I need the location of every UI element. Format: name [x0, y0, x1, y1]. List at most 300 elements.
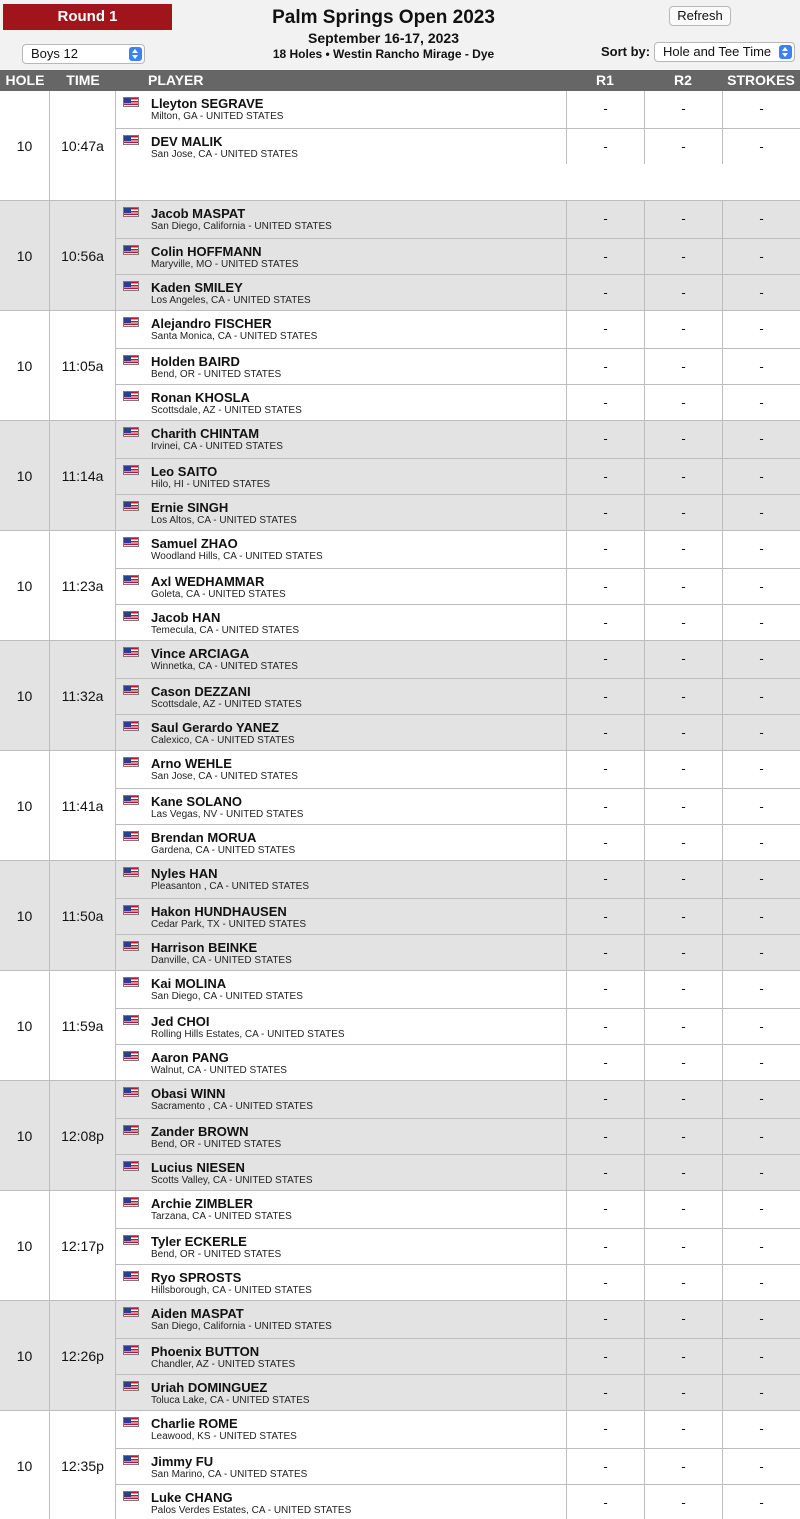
- group-hole: 10: [0, 641, 50, 751]
- sort-select-value: Hole and Tee Time: [663, 44, 772, 59]
- player-name[interactable]: Saul Gerardo YANEZ: [151, 720, 279, 736]
- score-r1: -: [566, 605, 644, 641]
- score-strokes: -: [722, 1265, 800, 1301]
- group-hole: 10: [0, 91, 50, 201]
- player-location: San Jose, CA - UNITED STATES: [151, 771, 298, 782]
- player-name[interactable]: Kaden SMILEY: [151, 280, 243, 296]
- us-flag-icon: [123, 1455, 139, 1465]
- us-flag-icon: [123, 1051, 139, 1061]
- score-r2: -: [644, 1449, 722, 1485]
- score-r1: -: [566, 679, 644, 715]
- group-tee-time: 11:32a: [50, 641, 116, 751]
- player-location: Milton, GA - UNITED STATES: [151, 111, 284, 122]
- us-flag-icon: [123, 831, 139, 841]
- player-name[interactable]: Phoenix BUTTON: [151, 1343, 260, 1359]
- column-header-r1: R1: [596, 72, 614, 88]
- player-location: Walnut, CA - UNITED STATES: [151, 1065, 287, 1077]
- group-players: [116, 641, 800, 751]
- score-r2: -: [644, 751, 722, 788]
- us-flag-icon: [123, 281, 139, 291]
- player-name[interactable]: Kai MOLINA: [151, 976, 227, 991]
- tee-group: [0, 531, 800, 641]
- player-row[interactable]: [116, 531, 800, 568]
- player-name[interactable]: Charlie ROME: [151, 1416, 238, 1431]
- score-r2: -: [644, 311, 722, 348]
- player-row[interactable]: [116, 1008, 800, 1045]
- player-location: Pleasanton , CA - UNITED STATES: [151, 881, 310, 892]
- player-name[interactable]: Brendan MORUA: [151, 830, 257, 846]
- player-name[interactable]: Vince ARCIAGA: [151, 646, 250, 661]
- player-location: Leawood, KS - UNITED STATES: [151, 1431, 297, 1442]
- player-name[interactable]: Luke CHANG: [151, 1490, 233, 1506]
- score-r1: -: [566, 789, 644, 825]
- player-row[interactable]: [116, 604, 800, 641]
- player-name[interactable]: Alejandro FISCHER: [151, 316, 272, 331]
- select-arrows-icon: [779, 45, 792, 59]
- player-name[interactable]: Lucius NIESEN: [151, 1160, 245, 1176]
- player-row[interactable]: [116, 494, 800, 531]
- score-strokes: -: [722, 971, 800, 1008]
- player-location: Cedar Park, TX - UNITED STATES: [151, 918, 307, 930]
- player-row[interactable]: [116, 788, 800, 825]
- group-hole: 10: [0, 311, 50, 421]
- score-strokes: -: [722, 605, 800, 641]
- us-flag-icon: [123, 1161, 139, 1171]
- score-r1: -: [566, 275, 644, 311]
- score-r2: -: [644, 1191, 722, 1228]
- group-players: [116, 311, 800, 421]
- us-flag-icon: [123, 1197, 139, 1207]
- score-strokes: -: [722, 459, 800, 495]
- score-strokes: -: [722, 129, 800, 165]
- player-name[interactable]: Kane SOLANO: [151, 793, 243, 809]
- us-flag-icon: [123, 721, 139, 731]
- player-name[interactable]: Jacob MASPAT: [151, 206, 246, 221]
- refresh-button[interactable]: Refresh: [669, 6, 731, 26]
- player-location: San Diego, California - UNITED STATES: [151, 221, 332, 232]
- player-row[interactable]: [116, 384, 800, 421]
- group-hole: 10: [0, 861, 50, 971]
- score-r2: -: [644, 1375, 722, 1411]
- score-r2: -: [644, 91, 722, 128]
- score-r1: -: [566, 421, 644, 458]
- player-location: Gardena, CA - UNITED STATES: [151, 845, 296, 857]
- group-players: [116, 1191, 800, 1301]
- score-r1: -: [566, 311, 644, 348]
- score-r2: -: [644, 1045, 722, 1081]
- group-tee-time: 10:56a: [50, 201, 116, 311]
- player-row[interactable]: [116, 1301, 800, 1338]
- division-select[interactable]: [22, 44, 145, 64]
- player-row[interactable]: [116, 1264, 800, 1301]
- score-r2: -: [644, 1081, 722, 1118]
- score-r2: -: [644, 459, 722, 495]
- score-r2: -: [644, 1119, 722, 1155]
- score-strokes: -: [722, 789, 800, 825]
- player-row[interactable]: [116, 1118, 800, 1155]
- player-row[interactable]: [116, 128, 800, 165]
- group-tee-time: 10:47a: [50, 91, 116, 201]
- score-r2: -: [644, 421, 722, 458]
- us-flag-icon: [123, 757, 139, 767]
- score-strokes: -: [722, 421, 800, 458]
- score-r2: -: [644, 605, 722, 641]
- score-strokes: -: [722, 751, 800, 788]
- us-flag-icon: [123, 207, 139, 217]
- group-hole: 10: [0, 531, 50, 641]
- score-strokes: -: [722, 385, 800, 421]
- score-r1: -: [566, 91, 644, 128]
- us-flag-icon: [123, 1125, 139, 1135]
- score-strokes: -: [722, 495, 800, 531]
- us-flag-icon: [123, 97, 139, 107]
- player-row[interactable]: [116, 714, 800, 751]
- tee-group: [0, 1081, 800, 1191]
- score-r1: -: [566, 1265, 644, 1301]
- player-location: Scottsdale, AZ - UNITED STATES: [151, 405, 302, 417]
- player-row[interactable]: [116, 1374, 800, 1411]
- score-r2: -: [644, 1339, 722, 1375]
- player-row[interactable]: [116, 1154, 800, 1191]
- player-name[interactable]: Tyler ECKERLE: [151, 1233, 247, 1249]
- top-bar: [0, 0, 800, 70]
- column-header-strokes: STROKES: [727, 72, 795, 88]
- us-flag-icon: [123, 465, 139, 475]
- player-row[interactable]: [116, 1044, 800, 1081]
- us-flag-icon: [123, 1235, 139, 1245]
- score-strokes: -: [722, 349, 800, 385]
- score-strokes: -: [722, 641, 800, 678]
- group-hole: 10: [0, 751, 50, 861]
- score-strokes: -: [722, 935, 800, 971]
- score-r2: -: [644, 275, 722, 311]
- score-r1: -: [566, 1009, 644, 1045]
- score-r2: -: [644, 1155, 722, 1191]
- player-row[interactable]: [116, 861, 800, 898]
- tee-group: [0, 1191, 800, 1301]
- score-strokes: -: [722, 1485, 800, 1519]
- score-r1: -: [566, 1301, 644, 1338]
- group-hole: 10: [0, 1191, 50, 1301]
- score-strokes: -: [722, 311, 800, 348]
- score-r2: -: [644, 641, 722, 678]
- player-name[interactable]: Samuel ZHAO: [151, 536, 238, 551]
- player-name[interactable]: Ernie SINGH: [151, 500, 229, 516]
- column-header-player: PLAYER: [148, 72, 204, 88]
- us-flag-icon: [123, 685, 139, 695]
- score-strokes: -: [722, 239, 800, 275]
- player-name[interactable]: Axl WEDHAMMAR: [151, 573, 265, 589]
- group-hole: 10: [0, 421, 50, 531]
- player-row[interactable]: [116, 238, 800, 275]
- player-location: Rolling Hills Estates, CA - UNITED STATES: [151, 1028, 345, 1040]
- us-flag-icon: [123, 1271, 139, 1281]
- score-strokes: -: [722, 1045, 800, 1081]
- tee-group: [0, 751, 800, 861]
- score-r2: -: [644, 679, 722, 715]
- us-flag-icon: [123, 1491, 139, 1501]
- score-strokes: -: [722, 1301, 800, 1338]
- player-row[interactable]: [116, 751, 800, 788]
- player-row[interactable]: [116, 898, 800, 935]
- score-r1: -: [566, 459, 644, 495]
- player-location: Chandler, AZ - UNITED STATES: [151, 1358, 296, 1370]
- group-tee-time: 11:59a: [50, 971, 116, 1081]
- score-strokes: -: [722, 1411, 800, 1448]
- score-r1: -: [566, 569, 644, 605]
- score-r2: -: [644, 789, 722, 825]
- group-players: [116, 531, 800, 641]
- group-tee-time: 11:14a: [50, 421, 116, 531]
- tee-group: [0, 91, 800, 201]
- score-r1: -: [566, 1339, 644, 1375]
- group-tee-time: 11:23a: [50, 531, 116, 641]
- score-strokes: -: [722, 1449, 800, 1485]
- score-r1: -: [566, 1485, 644, 1519]
- score-r2: -: [644, 861, 722, 898]
- player-name[interactable]: Harrison BEINKE: [151, 940, 258, 956]
- score-strokes: -: [722, 715, 800, 751]
- us-flag-icon: [123, 1015, 139, 1025]
- group-tee-time: 12:08p: [50, 1081, 116, 1191]
- us-flag-icon: [123, 795, 139, 805]
- player-location: Bend, OR - UNITED STATES: [151, 368, 282, 380]
- group-players: [116, 201, 800, 311]
- group-players: [116, 421, 800, 531]
- us-flag-icon: [123, 317, 139, 327]
- score-r2: -: [644, 385, 722, 421]
- group-tee-time: 12:35p: [50, 1411, 116, 1519]
- player-row[interactable]: [116, 1191, 800, 1228]
- player-name[interactable]: Archie ZIMBLER: [151, 1196, 253, 1211]
- tee-group: [0, 1301, 800, 1411]
- player-name[interactable]: Zander BROWN: [151, 1123, 249, 1139]
- score-strokes: -: [722, 1191, 800, 1228]
- score-r1: -: [566, 1045, 644, 1081]
- player-location: San Diego, CA - UNITED STATES: [151, 991, 303, 1002]
- player-row[interactable]: [116, 1484, 800, 1519]
- score-r1: -: [566, 1449, 644, 1485]
- score-r1: -: [566, 899, 644, 935]
- score-r1: -: [566, 935, 644, 971]
- player-location: Sacramento , CA - UNITED STATES: [151, 1101, 313, 1112]
- group-hole: 10: [0, 1301, 50, 1411]
- player-name[interactable]: Ryo SPROSTS: [151, 1270, 242, 1286]
- player-row[interactable]: [116, 1448, 800, 1485]
- us-flag-icon: [123, 1087, 139, 1097]
- score-r1: -: [566, 349, 644, 385]
- player-row[interactable]: [116, 311, 800, 348]
- group-players: [116, 751, 800, 861]
- player-name[interactable]: Leo SAITO: [151, 463, 218, 479]
- player-name[interactable]: Jed CHOI: [151, 1013, 210, 1029]
- event-course: 18 Holes • Westin Rancho Mirage - Dye: [272, 47, 495, 61]
- player-name[interactable]: Arno WEHLE: [151, 756, 232, 771]
- us-flag-icon: [123, 941, 139, 951]
- tee-group: [0, 201, 800, 311]
- score-strokes: -: [722, 531, 800, 568]
- group-tee-time: 12:17p: [50, 1191, 116, 1301]
- player-row[interactable]: [116, 824, 800, 861]
- score-r2: -: [644, 495, 722, 531]
- player-row[interactable]: [116, 641, 800, 678]
- player-name[interactable]: Hakon HUNDHAUSEN: [151, 903, 287, 919]
- score-r1: -: [566, 971, 644, 1008]
- tee-group: [0, 971, 800, 1081]
- division-select-value: Boys 12: [31, 46, 78, 61]
- player-row[interactable]: [116, 934, 800, 971]
- player-row[interactable]: [116, 201, 800, 238]
- us-flag-icon: [123, 355, 139, 365]
- group-tee-time: 11:50a: [50, 861, 116, 971]
- score-r1: -: [566, 715, 644, 751]
- us-flag-icon: [123, 1307, 139, 1317]
- score-r2: -: [644, 531, 722, 568]
- table-header: [0, 70, 800, 91]
- us-flag-icon: [123, 647, 139, 657]
- player-location: Scotts Valley, CA - UNITED STATES: [151, 1175, 313, 1187]
- column-header-r2: R2: [674, 72, 692, 88]
- player-location: Toluca Lake, CA - UNITED STATES: [151, 1395, 310, 1407]
- player-location: Santa Monica, CA - UNITED STATES: [151, 331, 318, 342]
- us-flag-icon: [123, 245, 139, 255]
- player-location: Danville, CA - UNITED STATES: [151, 955, 292, 967]
- player-location: Temecula, CA - UNITED STATES: [151, 625, 299, 637]
- score-strokes: -: [722, 1155, 800, 1191]
- score-strokes: -: [722, 91, 800, 128]
- score-strokes: -: [722, 275, 800, 311]
- score-r2: -: [644, 1301, 722, 1338]
- tee-group: [0, 421, 800, 531]
- group-players: [116, 1411, 800, 1519]
- player-name[interactable]: Holden BAIRD: [151, 353, 240, 369]
- tee-group: [0, 1411, 800, 1519]
- score-r2: -: [644, 1229, 722, 1265]
- sort-select[interactable]: [654, 42, 795, 62]
- score-strokes: -: [722, 861, 800, 898]
- player-location: Palos Verdes Estates, CA - UNITED STATES: [151, 1505, 352, 1517]
- round-tab[interactable]: Round 1: [3, 4, 172, 30]
- player-row[interactable]: [116, 1228, 800, 1265]
- player-location: Maryville, MO - UNITED STATES: [151, 258, 299, 270]
- score-strokes: -: [722, 1229, 800, 1265]
- score-strokes: -: [722, 679, 800, 715]
- player-name[interactable]: Lleyton SEGRAVE: [151, 96, 264, 111]
- player-name[interactable]: Obasi WINN: [151, 1086, 226, 1101]
- player-location: Bend, OR - UNITED STATES: [151, 1138, 282, 1150]
- us-flag-icon: [123, 427, 139, 437]
- group-hole: 10: [0, 201, 50, 311]
- score-strokes: -: [722, 1375, 800, 1411]
- score-r2: -: [644, 1485, 722, 1519]
- group-players: [116, 1301, 800, 1411]
- score-strokes: -: [722, 825, 800, 861]
- score-r1: -: [566, 531, 644, 568]
- column-header-hole: HOLE: [5, 72, 45, 88]
- player-row[interactable]: [116, 971, 800, 1008]
- player-name[interactable]: Jimmy FU: [151, 1453, 214, 1469]
- player-location: Hilo, HI - UNITED STATES: [151, 478, 271, 490]
- player-location: San Diego, California - UNITED STATES: [151, 1321, 332, 1332]
- score-r1: -: [566, 495, 644, 531]
- player-name[interactable]: Ronan KHOSLA: [151, 390, 250, 406]
- score-r2: -: [644, 349, 722, 385]
- score-r2: -: [644, 201, 722, 238]
- player-location: Goleta, CA - UNITED STATES: [151, 588, 286, 600]
- score-r1: -: [566, 825, 644, 861]
- player-location: Los Angeles, CA - UNITED STATES: [151, 295, 311, 307]
- score-r1: -: [566, 201, 644, 238]
- player-row[interactable]: [116, 458, 800, 495]
- column-header-time: TIME: [66, 72, 100, 88]
- player-name[interactable]: Jacob HAN: [151, 610, 221, 626]
- score-strokes: -: [722, 899, 800, 935]
- player-row[interactable]: [116, 1411, 800, 1448]
- score-r1: -: [566, 239, 644, 275]
- player-name[interactable]: Colin HOFFMANN: [151, 243, 262, 259]
- score-strokes: -: [722, 201, 800, 238]
- player-name[interactable]: Nyles HAN: [151, 866, 218, 881]
- tee-group: [0, 311, 800, 421]
- player-row[interactable]: [116, 91, 800, 128]
- group-hole: 10: [0, 1081, 50, 1191]
- player-name[interactable]: Cason DEZZANI: [151, 683, 251, 699]
- player-row[interactable]: [116, 274, 800, 311]
- group-tee-time: 11:41a: [50, 751, 116, 861]
- score-strokes: -: [722, 1119, 800, 1155]
- score-r1: -: [566, 1411, 644, 1448]
- score-r2: -: [644, 239, 722, 275]
- us-flag-icon: [123, 1417, 139, 1427]
- player-row[interactable]: [116, 348, 800, 385]
- event-dates: September 16-17, 2023: [308, 30, 459, 46]
- sort-label: Sort by:: [601, 44, 651, 59]
- player-location: Hillsborough, CA - UNITED STATES: [151, 1285, 312, 1297]
- player-location: Los Altos, CA - UNITED STATES: [151, 515, 297, 527]
- score-r2: -: [644, 899, 722, 935]
- score-r2: -: [644, 1411, 722, 1448]
- score-strokes: -: [722, 1081, 800, 1118]
- player-name[interactable]: Aaron PANG: [151, 1050, 229, 1066]
- player-location: Irvinei, CA - UNITED STATES: [151, 441, 283, 452]
- score-r1: -: [566, 1191, 644, 1228]
- player-row[interactable]: [116, 421, 800, 458]
- us-flag-icon: [123, 135, 139, 145]
- score-strokes: -: [722, 1009, 800, 1045]
- player-row[interactable]: [116, 1081, 800, 1118]
- player-name[interactable]: Charith CHINTAM: [151, 426, 260, 441]
- player-name[interactable]: Uriah DOMINGUEZ: [151, 1380, 268, 1396]
- group-hole: 10: [0, 1411, 50, 1519]
- player-name[interactable]: Aiden MASPAT: [151, 1306, 244, 1321]
- player-name[interactable]: DEV MALIK: [151, 133, 223, 149]
- us-flag-icon: [123, 1345, 139, 1355]
- score-r2: -: [644, 715, 722, 751]
- player-location: Tarzana, CA - UNITED STATES: [151, 1211, 292, 1222]
- tee-group: [0, 641, 800, 751]
- player-row[interactable]: [116, 678, 800, 715]
- player-location: Winnetka, CA - UNITED STATES: [151, 661, 298, 672]
- us-flag-icon: [123, 501, 139, 511]
- us-flag-icon: [123, 391, 139, 401]
- score-r2: -: [644, 935, 722, 971]
- player-row[interactable]: [116, 1338, 800, 1375]
- player-row[interactable]: [116, 568, 800, 605]
- player-location: San Marino, CA - UNITED STATES: [151, 1468, 308, 1480]
- group-tee-time: 12:26p: [50, 1301, 116, 1411]
- score-r2: -: [644, 825, 722, 861]
- us-flag-icon: [123, 611, 139, 621]
